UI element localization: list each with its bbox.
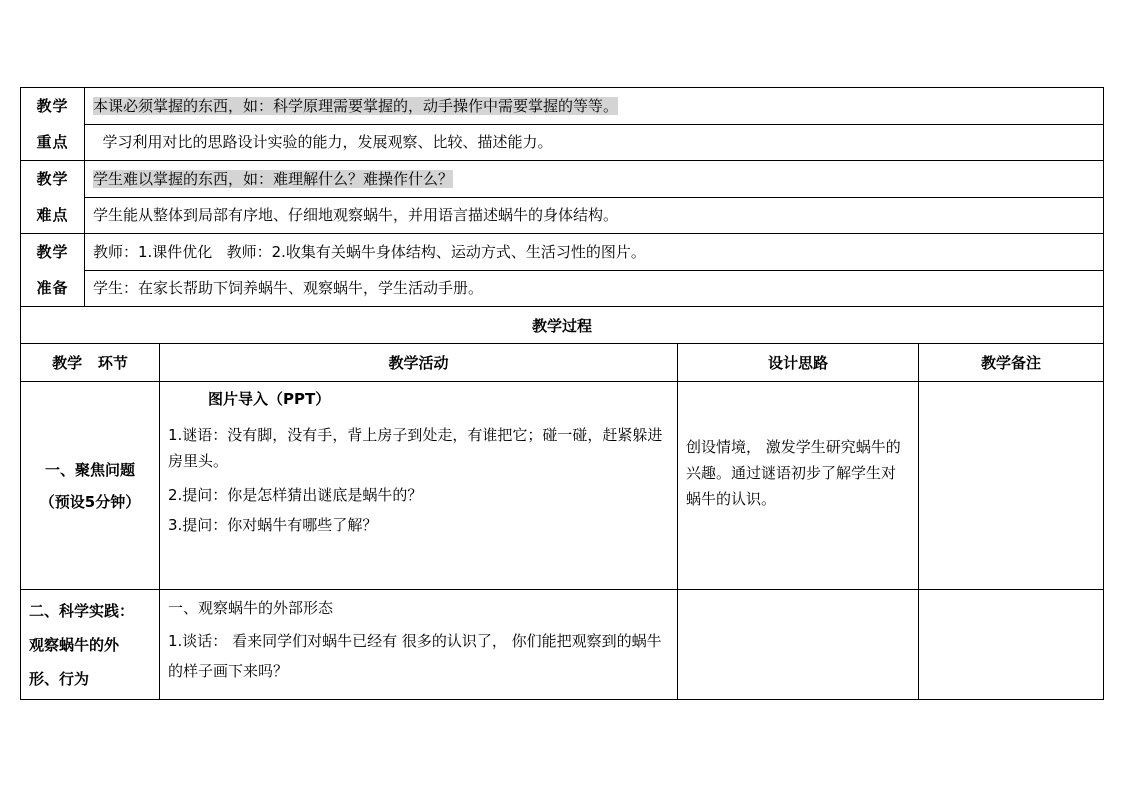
stage-row-2	[21, 590, 1104, 700]
label-line: 教学	[36, 170, 69, 188]
lesson-plan-table	[20, 87, 1104, 700]
label-line: 教学	[36, 97, 69, 115]
focus-row	[21, 88, 1104, 161]
difficulty-line-2: 学生能从整体到局部有序地、仔细地观察蜗牛，并用语言描述蜗牛的身体结构。	[85, 197, 1103, 233]
note-2-cell	[919, 590, 1104, 700]
preparation-content	[85, 234, 1104, 307]
design-1-cell	[678, 382, 919, 590]
label-line: 难点	[36, 206, 69, 224]
process-title: 教学过程	[21, 307, 1104, 344]
focus-line-1	[85, 89, 1103, 124]
preparation-line-1: 教师：1.课件优化 教师：2.收集有关蜗牛身体结构、运动方式、生活习性的图片。	[93, 242, 646, 261]
difficulty-line-1	[85, 162, 1103, 197]
activity-2-cell	[160, 590, 678, 700]
highlighted-text: 本课必须掌握的东西，如：科学原理需要掌握的，动手操作中需要掌握的等等。	[93, 96, 619, 115]
header-design: 设计思路	[678, 344, 919, 382]
stage-line: 观察蜗牛的外	[29, 635, 120, 654]
highlighted-text: 学生难以掌握的东西，如：难理解什么？难操作什么？	[93, 169, 454, 188]
difficulty-content	[85, 161, 1104, 234]
stage-line: 二、科学实践：	[29, 601, 135, 620]
focus-content	[85, 88, 1104, 161]
preparation-row	[21, 234, 1104, 307]
label-line: 重点	[36, 133, 69, 151]
focus-line-2: 学习利用对比的思路设计实验的能力，发展观察、比较、描述能力。	[85, 124, 1103, 160]
label-line: 准备	[36, 279, 69, 297]
header-stage: 教学 环节	[21, 344, 160, 382]
label-line: 教学	[36, 243, 69, 261]
note-1-cell	[919, 382, 1104, 590]
activity-line: 2.提问：你是怎样猜出谜底是蜗牛的？	[168, 486, 423, 504]
stage-line: 形、行为	[29, 669, 90, 688]
process-header-row	[21, 344, 1104, 382]
preparation-line-2: 学生：在家长帮助下饲养蜗牛、观察蜗牛，学生活动手册。	[85, 270, 1103, 306]
difficulty-row	[21, 161, 1104, 234]
preparation-label	[21, 234, 85, 307]
header-activity: 教学活动	[160, 344, 678, 382]
focus-label	[21, 88, 85, 161]
stage-row-1	[21, 382, 1104, 590]
stage-2-cell	[21, 590, 160, 700]
activity-title: 图片导入（PPT）	[208, 390, 331, 408]
activity-1-cell	[160, 382, 678, 590]
lesson-plan-document	[20, 87, 1103, 700]
design-text: 创设情境， 激发学生研究蜗牛的兴趣。通过谜语初步了解学生对蜗牛的认识。	[686, 438, 901, 508]
design-2-cell	[678, 590, 919, 700]
activity-line: 3.提问：你对蜗牛有哪些了解？	[168, 516, 378, 534]
header-note: 教学备注	[919, 344, 1104, 382]
activity-line: 1.谈话： 看来同学们对蜗牛已经有 很多的认识了， 你们能把观察到的蜗牛的样子画下来吗？	[168, 632, 662, 680]
activity-line: 1.谜语：没有脚，没有手，背上房子到处走，有谁把它；碰一碰，赶紧躲进房里头。	[168, 426, 663, 470]
difficulty-label	[21, 161, 85, 234]
process-title-row	[21, 307, 1104, 344]
activity-line: 一、观察蜗牛的外部形态	[168, 599, 334, 617]
stage-line: （预设5分钟）	[39, 492, 141, 511]
stage-1-cell	[21, 382, 160, 590]
stage-line: 一、聚焦问题	[44, 460, 135, 479]
